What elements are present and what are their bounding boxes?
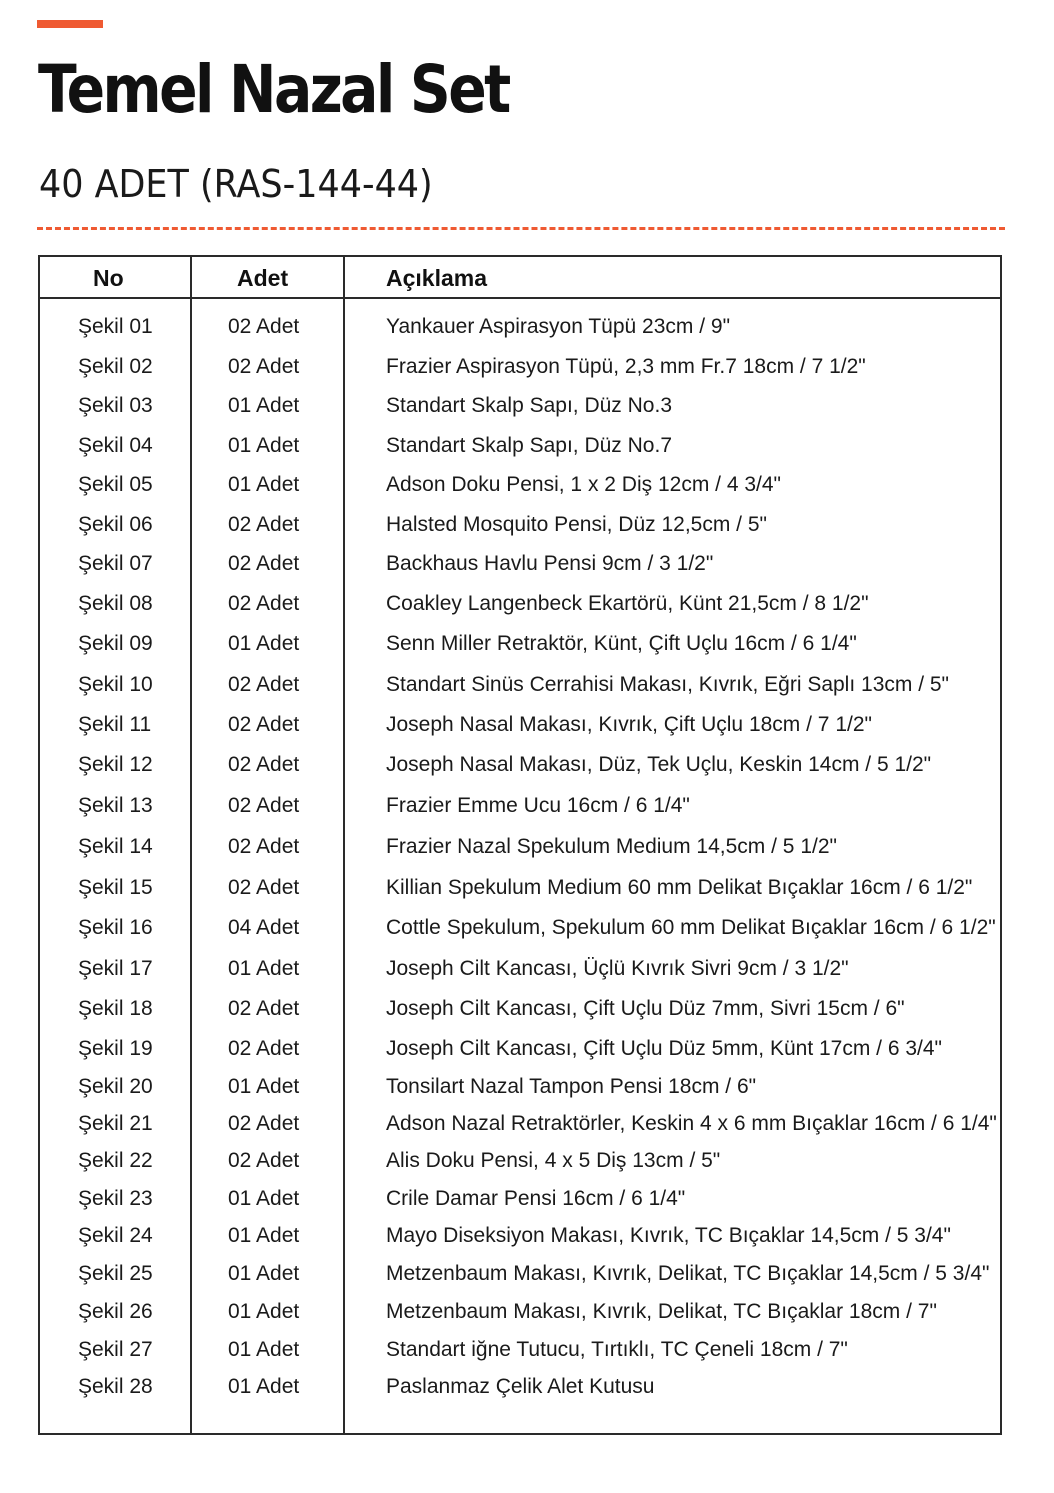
cell-no: Şekil 01: [78, 315, 153, 338]
cell-adet: 02 Adet: [228, 713, 300, 736]
cell-no: Şekil 02: [78, 355, 153, 378]
cell-aciklama: Adson Doku Pensi, 1 x 2 Diş 12cm / 4 3/4": [386, 473, 781, 496]
cell-no: Şekil 10: [78, 673, 153, 696]
column-header-no: No: [93, 265, 124, 291]
cell-adet: 02 Adet: [228, 1037, 300, 1060]
cell-no: Şekil 16: [78, 916, 153, 939]
cell-no: Şekil 05: [78, 473, 153, 496]
cell-adet: 02 Adet: [228, 835, 300, 858]
cell-aciklama: Tonsilart Nazal Tampon Pensi 18cm / 6": [386, 1075, 757, 1098]
cell-aciklama: Metzenbaum Makası, Kıvrık, Delikat, TC Bıçaklar 18cm / 7": [386, 1300, 937, 1323]
cell-no: Şekil 07: [78, 552, 153, 575]
cell-aciklama: Joseph Nasal Makası, Düz, Tek Uçlu, Keskin 14cm / 5 1/2": [386, 753, 932, 776]
cell-no: Şekil 20: [78, 1075, 153, 1098]
header-divider: [40, 297, 1000, 299]
cell-no: Şekil 11: [78, 713, 152, 736]
cell-aciklama: Frazier Nazal Spekulum Medium 14,5cm / 5 1/2": [386, 835, 837, 858]
column-header-adet: Adet: [237, 265, 289, 291]
cell-no: Şekil 26: [78, 1300, 153, 1323]
cell-aciklama: Paslanmaz Çelik Alet Kutusu: [386, 1375, 655, 1398]
page-title: Temel Nazal Set: [38, 51, 509, 128]
cell-adet: 02 Adet: [228, 552, 300, 575]
cell-no: Şekil 27: [78, 1338, 153, 1361]
cell-adet: 01 Adet: [228, 434, 300, 457]
cell-no: Şekil 17: [78, 957, 153, 980]
cell-adet: 01 Adet: [228, 473, 300, 496]
dashed-divider: [37, 227, 1005, 230]
cell-no: Şekil 09: [78, 632, 153, 655]
cell-aciklama: Mayo Diseksiyon Makası, Kıvrık, TC Bıçaklar 14,5cm / 5 3/4": [386, 1224, 951, 1247]
cell-adet: 02 Adet: [228, 1112, 300, 1135]
cell-no: Şekil 21: [78, 1112, 153, 1135]
cell-aciklama: Standart Skalp Sapı, Düz No.7: [386, 434, 672, 457]
cell-adet: 02 Adet: [228, 997, 300, 1020]
cell-no: Şekil 18: [78, 997, 153, 1020]
cell-aciklama: Standart iğne Tutucu, Tırtıklı, TC Çeneli 18cm / 7": [386, 1338, 848, 1361]
cell-aciklama: Crile Damar Pensi 16cm / 6 1/4": [386, 1187, 686, 1210]
cell-adet: 02 Adet: [228, 876, 300, 899]
cell-aciklama: Backhaus Havlu Pensi 9cm / 3 1/2": [386, 552, 714, 575]
cell-adet: 01 Adet: [228, 394, 300, 417]
column-divider: [343, 257, 345, 1433]
cell-aciklama: Standart Skalp Sapı, Düz No.3: [386, 394, 672, 417]
cell-adet: 01 Adet: [228, 1300, 300, 1323]
cell-no: Şekil 15: [78, 876, 153, 899]
cell-no: Şekil 19: [78, 1037, 153, 1060]
cell-no: Şekil 06: [78, 513, 153, 536]
cell-adet: 02 Adet: [228, 753, 300, 776]
cell-aciklama: Joseph Cilt Kancası, Çift Uçlu Düz 5mm, Künt 17cm / 6 3/4": [386, 1037, 943, 1060]
cell-aciklama: Coakley Langenbeck Ekartörü, Künt 21,5cm / 8 1/2": [386, 592, 869, 615]
cell-aciklama: Frazier Emme Ucu 16cm / 6 1/4": [386, 794, 690, 817]
cell-adet: 01 Adet: [228, 1224, 300, 1247]
cell-no: Şekil 03: [78, 394, 153, 417]
cell-no: Şekil 28: [78, 1375, 153, 1398]
cell-no: Şekil 08: [78, 592, 153, 615]
cell-adet: 02 Adet: [228, 355, 300, 378]
cell-adet: 02 Adet: [228, 794, 300, 817]
cell-aciklama: Adson Nazal Retraktörler, Keskin 4 x 6 mm Bıçaklar 16cm / 6 1/4": [386, 1112, 997, 1135]
cell-adet: 01 Adet: [228, 1338, 300, 1361]
cell-aciklama: Alis Doku Pensi, 4 x 5 Diş 13cm / 5": [386, 1149, 721, 1172]
cell-no: Şekil 23: [78, 1187, 153, 1210]
accent-bar: [37, 20, 103, 28]
cell-aciklama: Joseph Cilt Kancası, Üçlü Kıvrık Sivri 9cm / 3 1/2": [386, 957, 849, 980]
cell-aciklama: Cottle Spekulum, Spekulum 60 mm Delikat Bıçaklar 16cm / 6 1/2": [386, 916, 996, 939]
cell-adet: 02 Adet: [228, 315, 300, 338]
cell-aciklama: Joseph Nasal Makası, Kıvrık, Çift Uçlu 18cm / 7 1/2": [386, 713, 872, 736]
cell-no: Şekil 13: [78, 794, 153, 817]
cell-aciklama: Frazier Aspirasyon Tüpü, 2,3 mm Fr.7 18cm / 7 1/2": [386, 355, 866, 378]
cell-aciklama: Standart Sinüs Cerrahisi Makası, Kıvrık, Eğri Saplı 13cm / 5": [386, 673, 950, 696]
cell-no: Şekil 24: [78, 1224, 153, 1247]
cell-aciklama: Halsted Mosquito Pensi, Düz 12,5cm / 5": [386, 513, 767, 536]
cell-adet: 01 Adet: [228, 1262, 300, 1285]
cell-no: Şekil 12: [78, 753, 153, 776]
cell-no: Şekil 22: [78, 1149, 153, 1172]
cell-adet: 01 Adet: [228, 1075, 300, 1098]
cell-no: Şekil 25: [78, 1262, 153, 1285]
cell-adet: 01 Adet: [228, 1375, 300, 1398]
column-divider: [190, 257, 192, 1433]
cell-adet: 02 Adet: [228, 1149, 300, 1172]
cell-adet: 02 Adet: [228, 673, 300, 696]
cell-aciklama: Senn Miller Retraktör, Künt, Çift Uçlu 16cm / 6 1/4": [386, 632, 857, 655]
cell-aciklama: Yankauer Aspirasyon Tüpü 23cm / 9": [386, 315, 731, 338]
column-header-aciklama: Açıklama: [386, 265, 488, 291]
cell-no: Şekil 04: [78, 434, 153, 457]
cell-adet: 02 Adet: [228, 592, 300, 615]
cell-adet: 02 Adet: [228, 513, 300, 536]
cell-aciklama: Killian Spekulum Medium 60 mm Delikat Bıçaklar 16cm / 6 1/2": [386, 876, 973, 899]
cell-adet: 01 Adet: [228, 957, 300, 980]
cell-aciklama: Joseph Cilt Kancası, Çift Uçlu Düz 7mm, Sivri 15cm / 6": [386, 997, 905, 1020]
cell-aciklama: Metzenbaum Makası, Kıvrık, Delikat, TC Bıçaklar 14,5cm / 5 3/4": [386, 1262, 990, 1285]
parts-table: [38, 255, 1002, 1435]
cell-adet: 04 Adet: [228, 916, 300, 939]
cell-adet: 01 Adet: [228, 632, 300, 655]
cell-adet: 01 Adet: [228, 1187, 300, 1210]
cell-no: Şekil 14: [78, 835, 153, 858]
page-subtitle: 40 ADET (RAS-144-44): [39, 162, 433, 206]
